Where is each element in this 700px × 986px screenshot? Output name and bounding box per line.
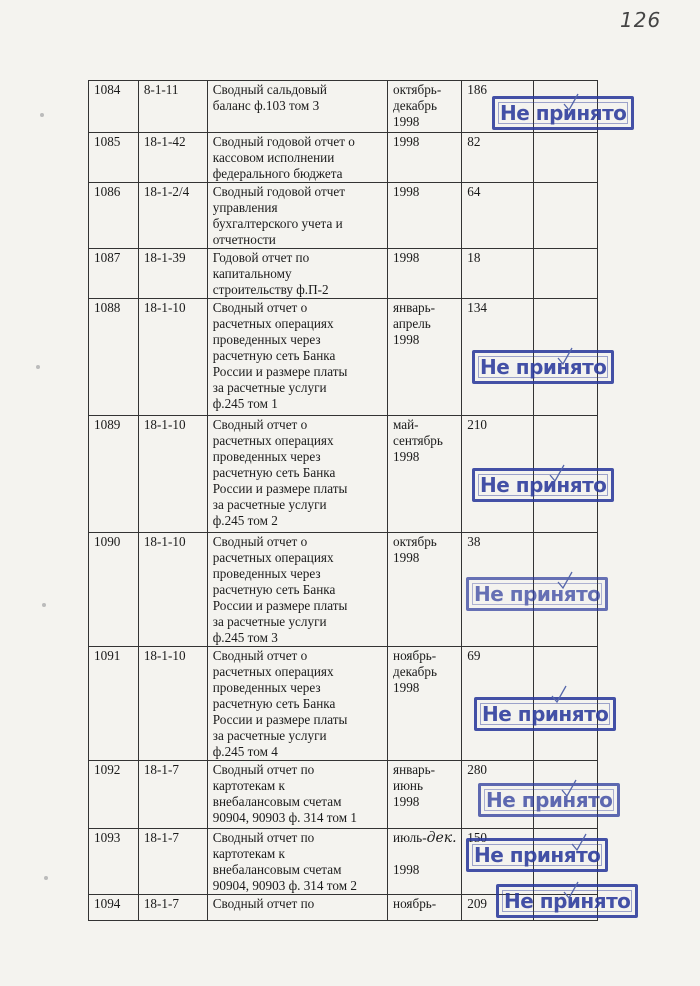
row-pages: 280 — [462, 761, 534, 829]
row-code: 18-1-10 — [138, 533, 207, 647]
row-period: ноябрь- декабрь 1998 — [388, 647, 462, 761]
checkmark-icon — [560, 778, 578, 798]
rejection-stamp: Не принято — [466, 838, 608, 872]
row-code: 18-1-10 — [138, 647, 207, 761]
row-period: январь- апрель 1998 — [388, 299, 462, 416]
row-title: Сводный годовой отчет о кассовом исполнении федерального бюджета — [207, 133, 387, 183]
row-number: 1086 — [89, 183, 139, 249]
row-pages: 38 — [462, 533, 534, 647]
row-note — [534, 249, 598, 299]
row-pages: 18 — [462, 249, 534, 299]
row-pages: 69 — [462, 647, 534, 761]
checkmark-icon — [556, 570, 574, 590]
row-pages: 82 — [462, 133, 534, 183]
row-title: Сводный сальдовый баланс ф.103 том 3 — [207, 81, 387, 133]
row-pages: 186 — [462, 81, 534, 133]
table-row — [89, 183, 598, 249]
rejection-stamp: Не принято — [472, 350, 614, 384]
row-period: октябрь- декабрь 1998 — [388, 81, 462, 133]
margin-speck — [36, 365, 40, 369]
row-pages: 150 — [462, 829, 534, 895]
row-number: 1089 — [89, 416, 139, 533]
row-number: 1094 — [89, 895, 139, 921]
row-code: 8-1-11 — [138, 81, 207, 133]
row-note — [534, 133, 598, 183]
row-pages: 210 — [462, 416, 534, 533]
row-number: 1092 — [89, 761, 139, 829]
row-number: 1085 — [89, 133, 139, 183]
row-pages: 64 — [462, 183, 534, 249]
row-period: октябрь 1998 — [388, 533, 462, 647]
rejection-stamp: Не принято — [496, 884, 638, 918]
page-number: 126 — [620, 8, 662, 32]
row-code: 18-1-10 — [138, 299, 207, 416]
checkmark-icon — [570, 832, 588, 852]
row-number: 1084 — [89, 81, 139, 133]
row-title: Сводный отчет по картотекам к внебалансовым счетам 90904, 90903 ф. 314 том 2 — [207, 829, 387, 895]
row-period: май- сентябрь 1998 — [388, 416, 462, 533]
period-printed: июль- — [393, 830, 427, 845]
rejection-stamp: Не принято — [472, 468, 614, 502]
row-code: 18-1-7 — [138, 829, 207, 895]
table-row — [89, 249, 598, 299]
margin-speck — [42, 603, 46, 607]
rejection-stamp: Не принято — [492, 96, 634, 130]
row-period — [388, 829, 462, 895]
checkmark-icon — [562, 92, 580, 112]
row-pages: 134 — [462, 299, 534, 416]
row-code: 18-1-39 — [138, 249, 207, 299]
row-code: 18-1-2/4 — [138, 183, 207, 249]
row-title: Годовой отчет по капитальному строительству ф.П-2 — [207, 249, 387, 299]
row-code: 18-1-7 — [138, 895, 207, 921]
row-code: 18-1-42 — [138, 133, 207, 183]
row-title: Сводный отчет о расчетных операциях проведенных через расчетную сеть Банка России и размере платы за расчетные услуги ф.245 том 4 — [207, 647, 387, 761]
row-period: 1998 — [388, 183, 462, 249]
row-title: Сводный отчет по — [207, 895, 387, 921]
row-code: 18-1-10 — [138, 416, 207, 533]
row-period: 1998 — [388, 249, 462, 299]
row-period: 1998 — [388, 133, 462, 183]
checkmark-icon — [548, 463, 566, 483]
row-pages: 209 — [462, 895, 534, 921]
row-title: Сводный годовой отчет управления бухгалтерского учета и отчетности — [207, 183, 387, 249]
row-number: 1090 — [89, 533, 139, 647]
margin-speck — [40, 113, 44, 117]
row-number: 1093 — [89, 829, 139, 895]
row-title: Сводный отчет о расчетных операциях проведенных через расчетную сеть Банка России и размере платы за расчетные услуги ф.245 том 3 — [207, 533, 387, 647]
checkmark-icon — [562, 880, 580, 900]
row-title: Сводный отчет о расчетных операциях проведенных через расчетную сеть Банка России и размере платы за расчетные услуги ф.245 том 1 — [207, 299, 387, 416]
row-title: Сводный отчет о расчетных операциях проведенных через расчетную сеть Банка России и размере платы за расчетные услуги ф.245 том 2 — [207, 416, 387, 533]
checkmark-icon — [556, 346, 574, 366]
rejection-stamp: Не принято — [478, 783, 620, 817]
row-period: ноябрь- — [388, 895, 462, 921]
checkmark-icon — [550, 684, 568, 704]
rejection-stamp: Не принято — [474, 697, 616, 731]
row-number: 1088 — [89, 299, 139, 416]
row-note — [534, 183, 598, 249]
row-title: Сводный отчет по картотекам к внебалансовым счетам 90904, 90903 ф. 314 том 1 — [207, 761, 387, 829]
row-number: 1087 — [89, 249, 139, 299]
period-handwritten: дек. — [426, 830, 457, 846]
rejection-stamp: Не принято — [466, 577, 608, 611]
row-code: 18-1-7 — [138, 761, 207, 829]
margin-speck — [44, 876, 48, 880]
row-period: январь- июнь 1998 — [388, 761, 462, 829]
table-row — [89, 133, 598, 183]
period-year: 1998 — [393, 862, 420, 877]
row-number: 1091 — [89, 647, 139, 761]
